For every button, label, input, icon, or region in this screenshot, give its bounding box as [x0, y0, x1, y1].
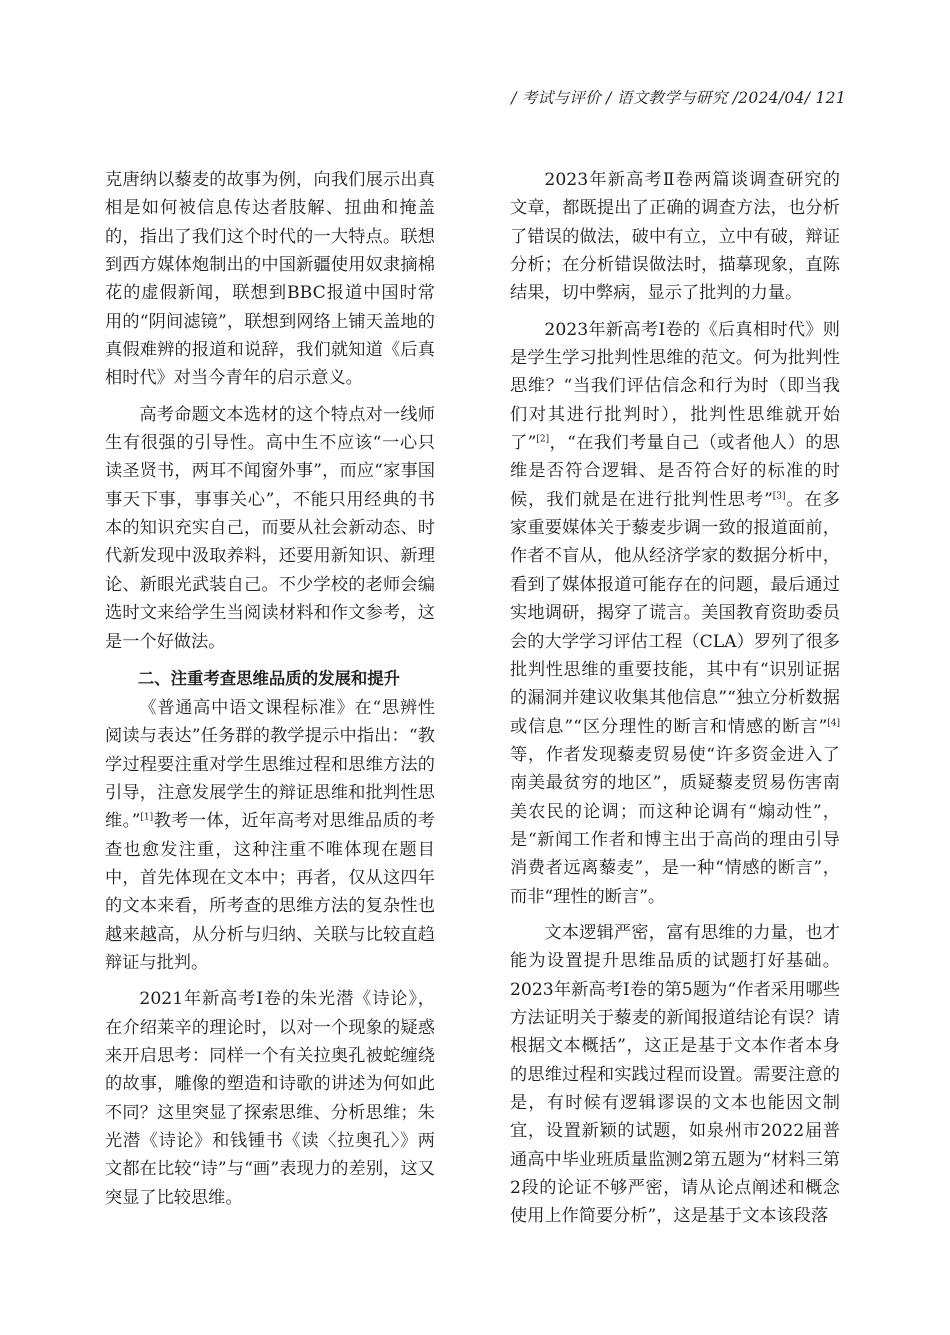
text-run: 《普通高中语文课程标准》在“思辨性阅读与表达”任务群的教学提示中指出：“教学过程要注重对学生思维过程和思维方法的引导，注意发展学生的辩证思维和批判性思维。”	[105, 697, 435, 832]
text-run: 。在多家重要媒体关于藜麦步调一致的报道面前，作者不盲从，他从经济学家的数据分析中，看到了媒体报道可能存在的问题，最后通过实地调研，揭穿了谎言。美国教育资助委员会的大学学习评估工程（CLA）罗列了很多批判性思维的重要技能，其中有“识别证据的漏洞并建议收集其他信息”“独立分析数据或信息”“区分理性的断言和情感的断言”	[510, 489, 840, 737]
paragraph-continued: 克唐纳以藜麦的故事为例，向我们展示出真相是如何被信息传达者肢解、扭曲和掩盖的，指出了我们这个时代的一大特点。联想到西方媒体炮制出的中国新疆使用奴隶摘棉花的虚假新闻，联想到BBC报道中国时常用的“阴间滤镜”，联想到网络上铺天盖地的真假难辨的报道和说辞，我们就知道《后真相时代》对当今青年的启示意义。	[105, 170, 435, 389]
text-run: 教考一体，近年高考对思维品质的考查也愈发注重，这种注重不唯体现在题目中，首先体现在文本中；再者，仅从这四年的文本来看，所考查的思维方法的复杂性也越来越高，从分析与归纳、关联与比较直趋辩证与批判。	[105, 811, 435, 973]
paragraph-critical-thinking	[510, 316, 840, 911]
right-column	[510, 166, 840, 1239]
citation-ref: [4]	[827, 717, 840, 728]
section-heading: 二、注重考查思维品质的发展和提升	[137, 668, 401, 688]
citation-ref: [2]	[536, 434, 550, 445]
paragraph: 高考命题文本选材的这个特点对一线师生有很强的引导性。高中生不应该“一心只读圣贤书，两耳不闻窗外事”，而应“家事国事天下事，事事关心”，不能只用经典的书本的知识充实自己，而要从社会新动态、时代新发现中汲取养料，还要用新知识、新理论、新眼光武装自己。不少学校的老师会编选时文来给学生当阅读材料和作文参考，这是一个好做法。	[105, 404, 435, 652]
paragraph: 文本逻辑严密，富有思维的力量，也才能为设置提升思维品质的试题打好基础。2023年新高考Ⅰ卷的第5题为“作者采用哪些方法证明关于藜麦的新闻报道结论有误？请根据文本概括”，这正是基于文本作者本身的思维过程和实践过程而设置。需要注意的是，有时候有逻辑谬误的文本也能因文制宜，设置新颖的试题，如泉州市2022届普通高中毕业班质量监测2第五题为“材料三第2段的论证不够严密，请从论点阐述和概念使用上作简要分析”，这是基于文本该段落	[510, 922, 840, 1227]
paragraph-curriculum-standard	[105, 694, 435, 977]
paragraph: 2023年新高考Ⅱ卷两篇谈调查研究的文章，都既提出了正确的调查方法，也分析了错误的做法，破中有立，立中有破，辩证分析；在分析错误做法时，描摹现象，直陈结果，切中弊病，显示了批判的力量。	[510, 170, 840, 304]
paragraph: 2021年新高考Ⅰ卷的朱光潜《诗论》，在介绍莱辛的理论时，以对一个现象的疑惑来开启思考：同样一个有关拉奥孔被蛇缠绕的故事，雕像的塑造和诗歌的讲述为何如此不同？这里突显了探索思维、分析思维；朱光潜《诗论》和钱锺书《读〈拉奥孔〉》两文都在比较“诗”与“画”表现力的差别，这又突显了比较思维。	[105, 989, 435, 1208]
running-header: / 考试与评价 / 语文教学与研究 /2024/04/ 121	[511, 89, 846, 107]
citation-ref: [1]	[140, 812, 154, 823]
text-run: 2023年新高考Ⅰ卷的《后真相时代》则是学生学习批判性思维的范文。何为批判性思维？“当我们评估信念和行为时（即当我们对其进行批判时），批判性思维就开始了”	[510, 319, 840, 454]
left-column	[105, 166, 435, 1220]
citation-ref: [3]	[772, 491, 786, 502]
text-run: ，“在我们考量自己（或者他人）的思维是否符合逻辑、是否符合好的标准的时候，我们就是在进行批判性思考”	[510, 433, 840, 510]
text-run: 等，作者发现藜麦贸易使“许多资金进入了南美最贫穷的地区”，质疑藜麦贸易伤害南美农民的论调；而这种论调有“煽动性”，是“新闻工作者和博主出于高尚的理由引导消费者远离藜麦”，是一种“情感的断言”，而非“理性的断言”。	[510, 744, 840, 907]
